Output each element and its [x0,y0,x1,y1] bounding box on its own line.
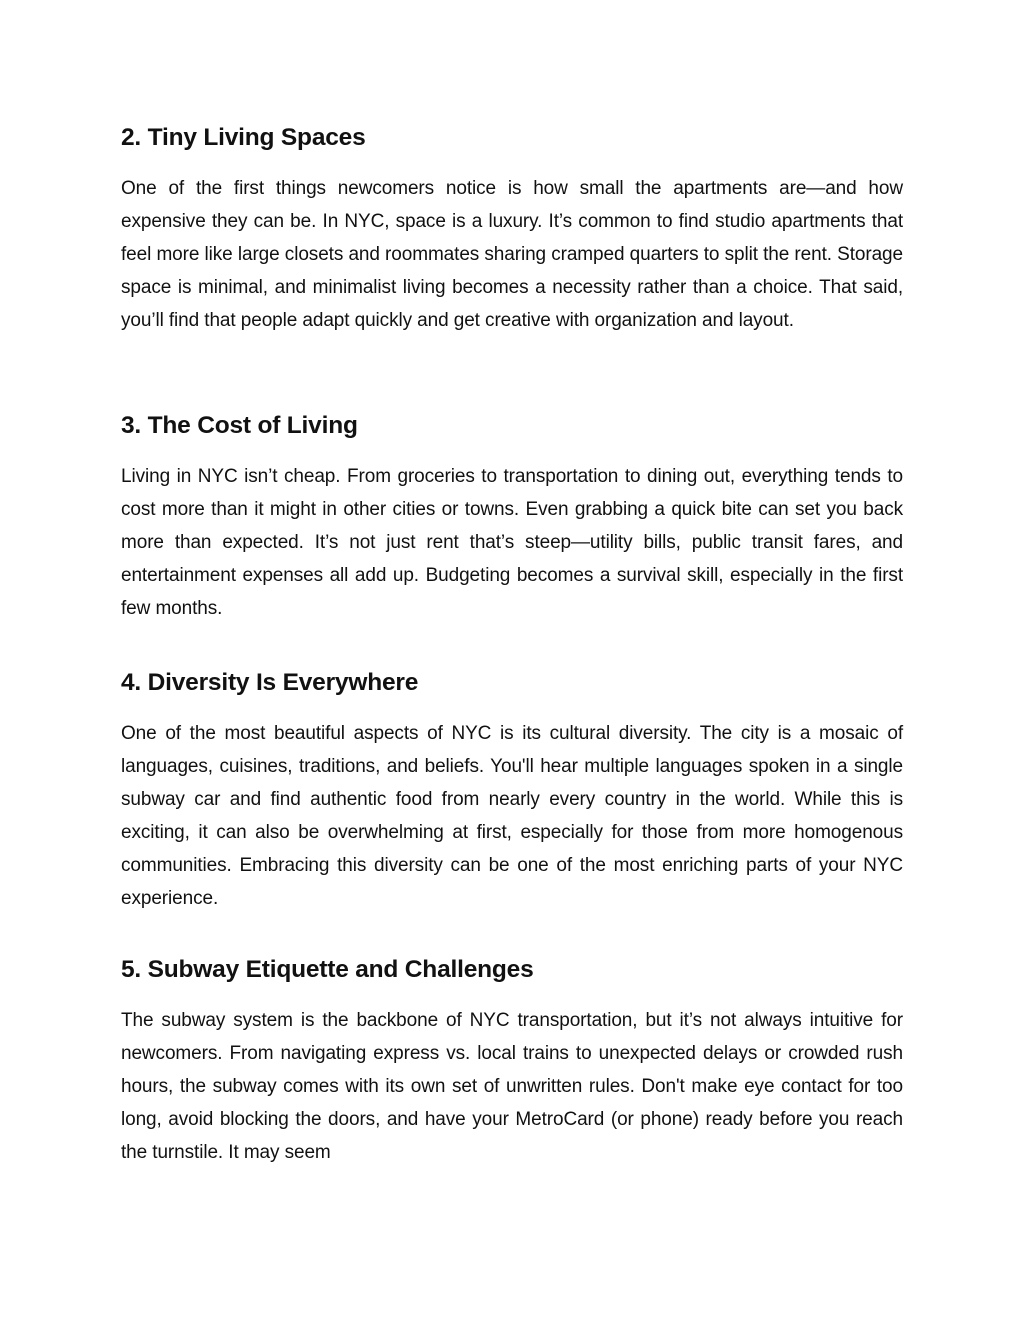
section-heading: 3. The Cost of Living [121,412,358,439]
section-heading: 2. Tiny Living Spaces [121,124,366,151]
section-diversity [121,663,903,915]
section-paragraph: Living in NYC isn’t cheap. From groceries to transportation to dining out, everything tends to cost more than it might in other cities or towns. Even grabbing a quick bite can set you back more than expected. It’s not just rent that’s steep—utility bills, public transit fares, and entertainment expenses all add up. Budgeting becomes a survival skill, especially in the first few months. [121,466,903,619]
section-heading: 4. Diversity Is Everywhere [121,669,419,696]
section-paragraph: One of the first things newcomers notice is how small the apartments are—and how expensive they can be. In NYC, space is a luxury. It’s common to find studio apartments that feel more like large closets and roommates sharing cramped quarters to split the rent. Storage space is minimal, and minimalist living becomes a necessity rather than a choice. That said, you’ll find that people adapt quickly and get creative with organization and layout. [121,178,903,331]
section-paragraph: One of the most beautiful aspects of NYC is its cultural diversity. The city is a mosaic of languages, cuisines, traditions, and beliefs. You'll hear multiple languages spoken in a single subway car and find authentic food from nearly every country in the world. While this is exciting, it can also be overwhelming at first, especially for those from more homogenous communities. Embracing this diversity can be one of the most enriching parts of your NYC experience. [121,723,903,909]
section-tiny-living-spaces [121,118,903,337]
section-subway-etiquette [121,950,903,1169]
section-heading: 5. Subway Etiquette and Challenges [121,956,534,983]
section-cost-of-living [121,406,903,625]
section-paragraph: The subway system is the backbone of NYC transportation, but it’s not always intuitive for newcomers. From navigating express vs. local trains to unexpected delays or crowded rush hours, the subway comes with its own set of unwritten rules. Don't make eye contact for too long, avoid blocking the doors, and have your MetroCard (or phone) ready before you reach the turnstile. It may seem [121,1010,903,1163]
